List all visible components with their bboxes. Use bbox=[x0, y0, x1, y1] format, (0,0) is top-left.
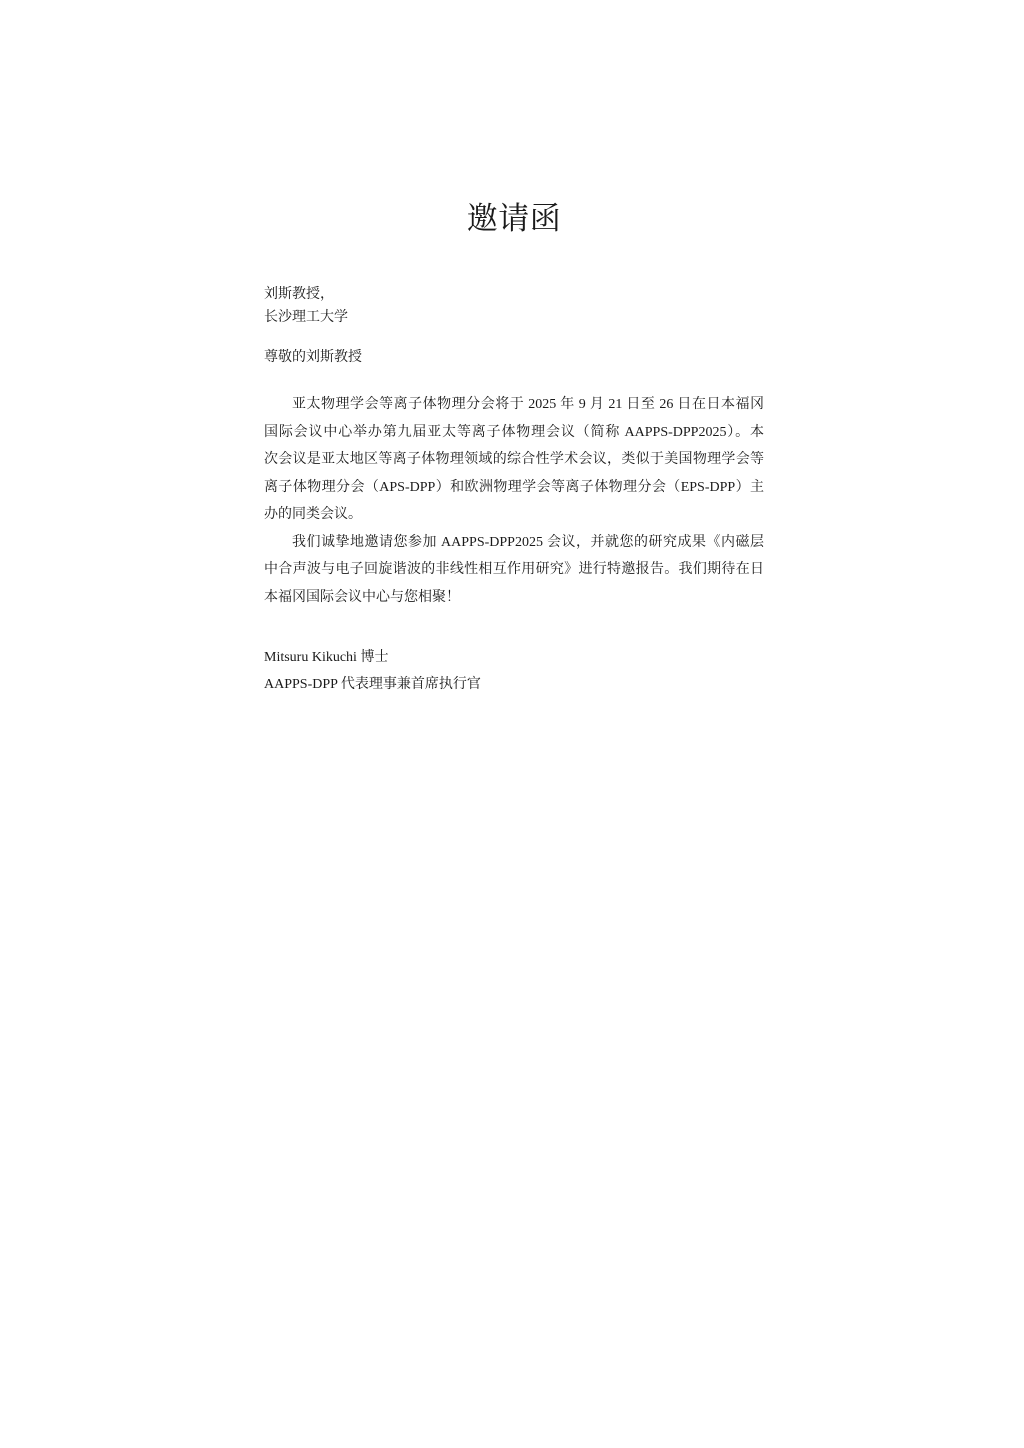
recipient-block bbox=[264, 283, 764, 329]
salutation: 尊敬的刘斯教授 bbox=[264, 350, 362, 365]
body-line: 本福冈国际会议中心与您相聚！ bbox=[264, 589, 460, 605]
recipient-affiliation: 长沙理工大学 bbox=[264, 310, 348, 325]
signature-block bbox=[264, 644, 764, 698]
letter-body bbox=[264, 391, 764, 611]
body-line: 国际会议中心举办第九届亚太等离子体物理会议（简称 AAPPS-DPP2025）。本 bbox=[264, 424, 764, 440]
body-line: 中合声波与电子回旋谐波的非线性相互作用研究》进行特邀报告。我们期待在日 bbox=[264, 562, 764, 577]
body-line: 离子体物理分会（APS-DPP）和欧洲物理学会等离子体物理分会（EPS-DPP）主 bbox=[264, 479, 764, 495]
signature-title: AAPPS-DPP 代表理事兼首席执行官 bbox=[264, 677, 481, 692]
letter-title: 邀请函 bbox=[466, 201, 562, 236]
letter-content bbox=[264, 0, 764, 698]
body-line: 次会议是亚太地区等离子体物理领域的综合性学术会议，类似于美国物理学会等 bbox=[264, 452, 764, 467]
recipient-name: 刘斯教授， bbox=[264, 287, 334, 302]
body-line: 亚太物理学会等离子体物理分会将于 2025 年 9 月 21 日至 26 日在日本福冈 bbox=[292, 397, 764, 412]
body-line: 我们诚挚地邀请您参加 AAPPS-DPP2025 会议，并就您的研究成果《内磁层 bbox=[292, 534, 764, 550]
body-line: 办的同类会议。 bbox=[264, 507, 362, 522]
signature-name: Mitsuru Kikuchi 博士 bbox=[264, 650, 389, 665]
